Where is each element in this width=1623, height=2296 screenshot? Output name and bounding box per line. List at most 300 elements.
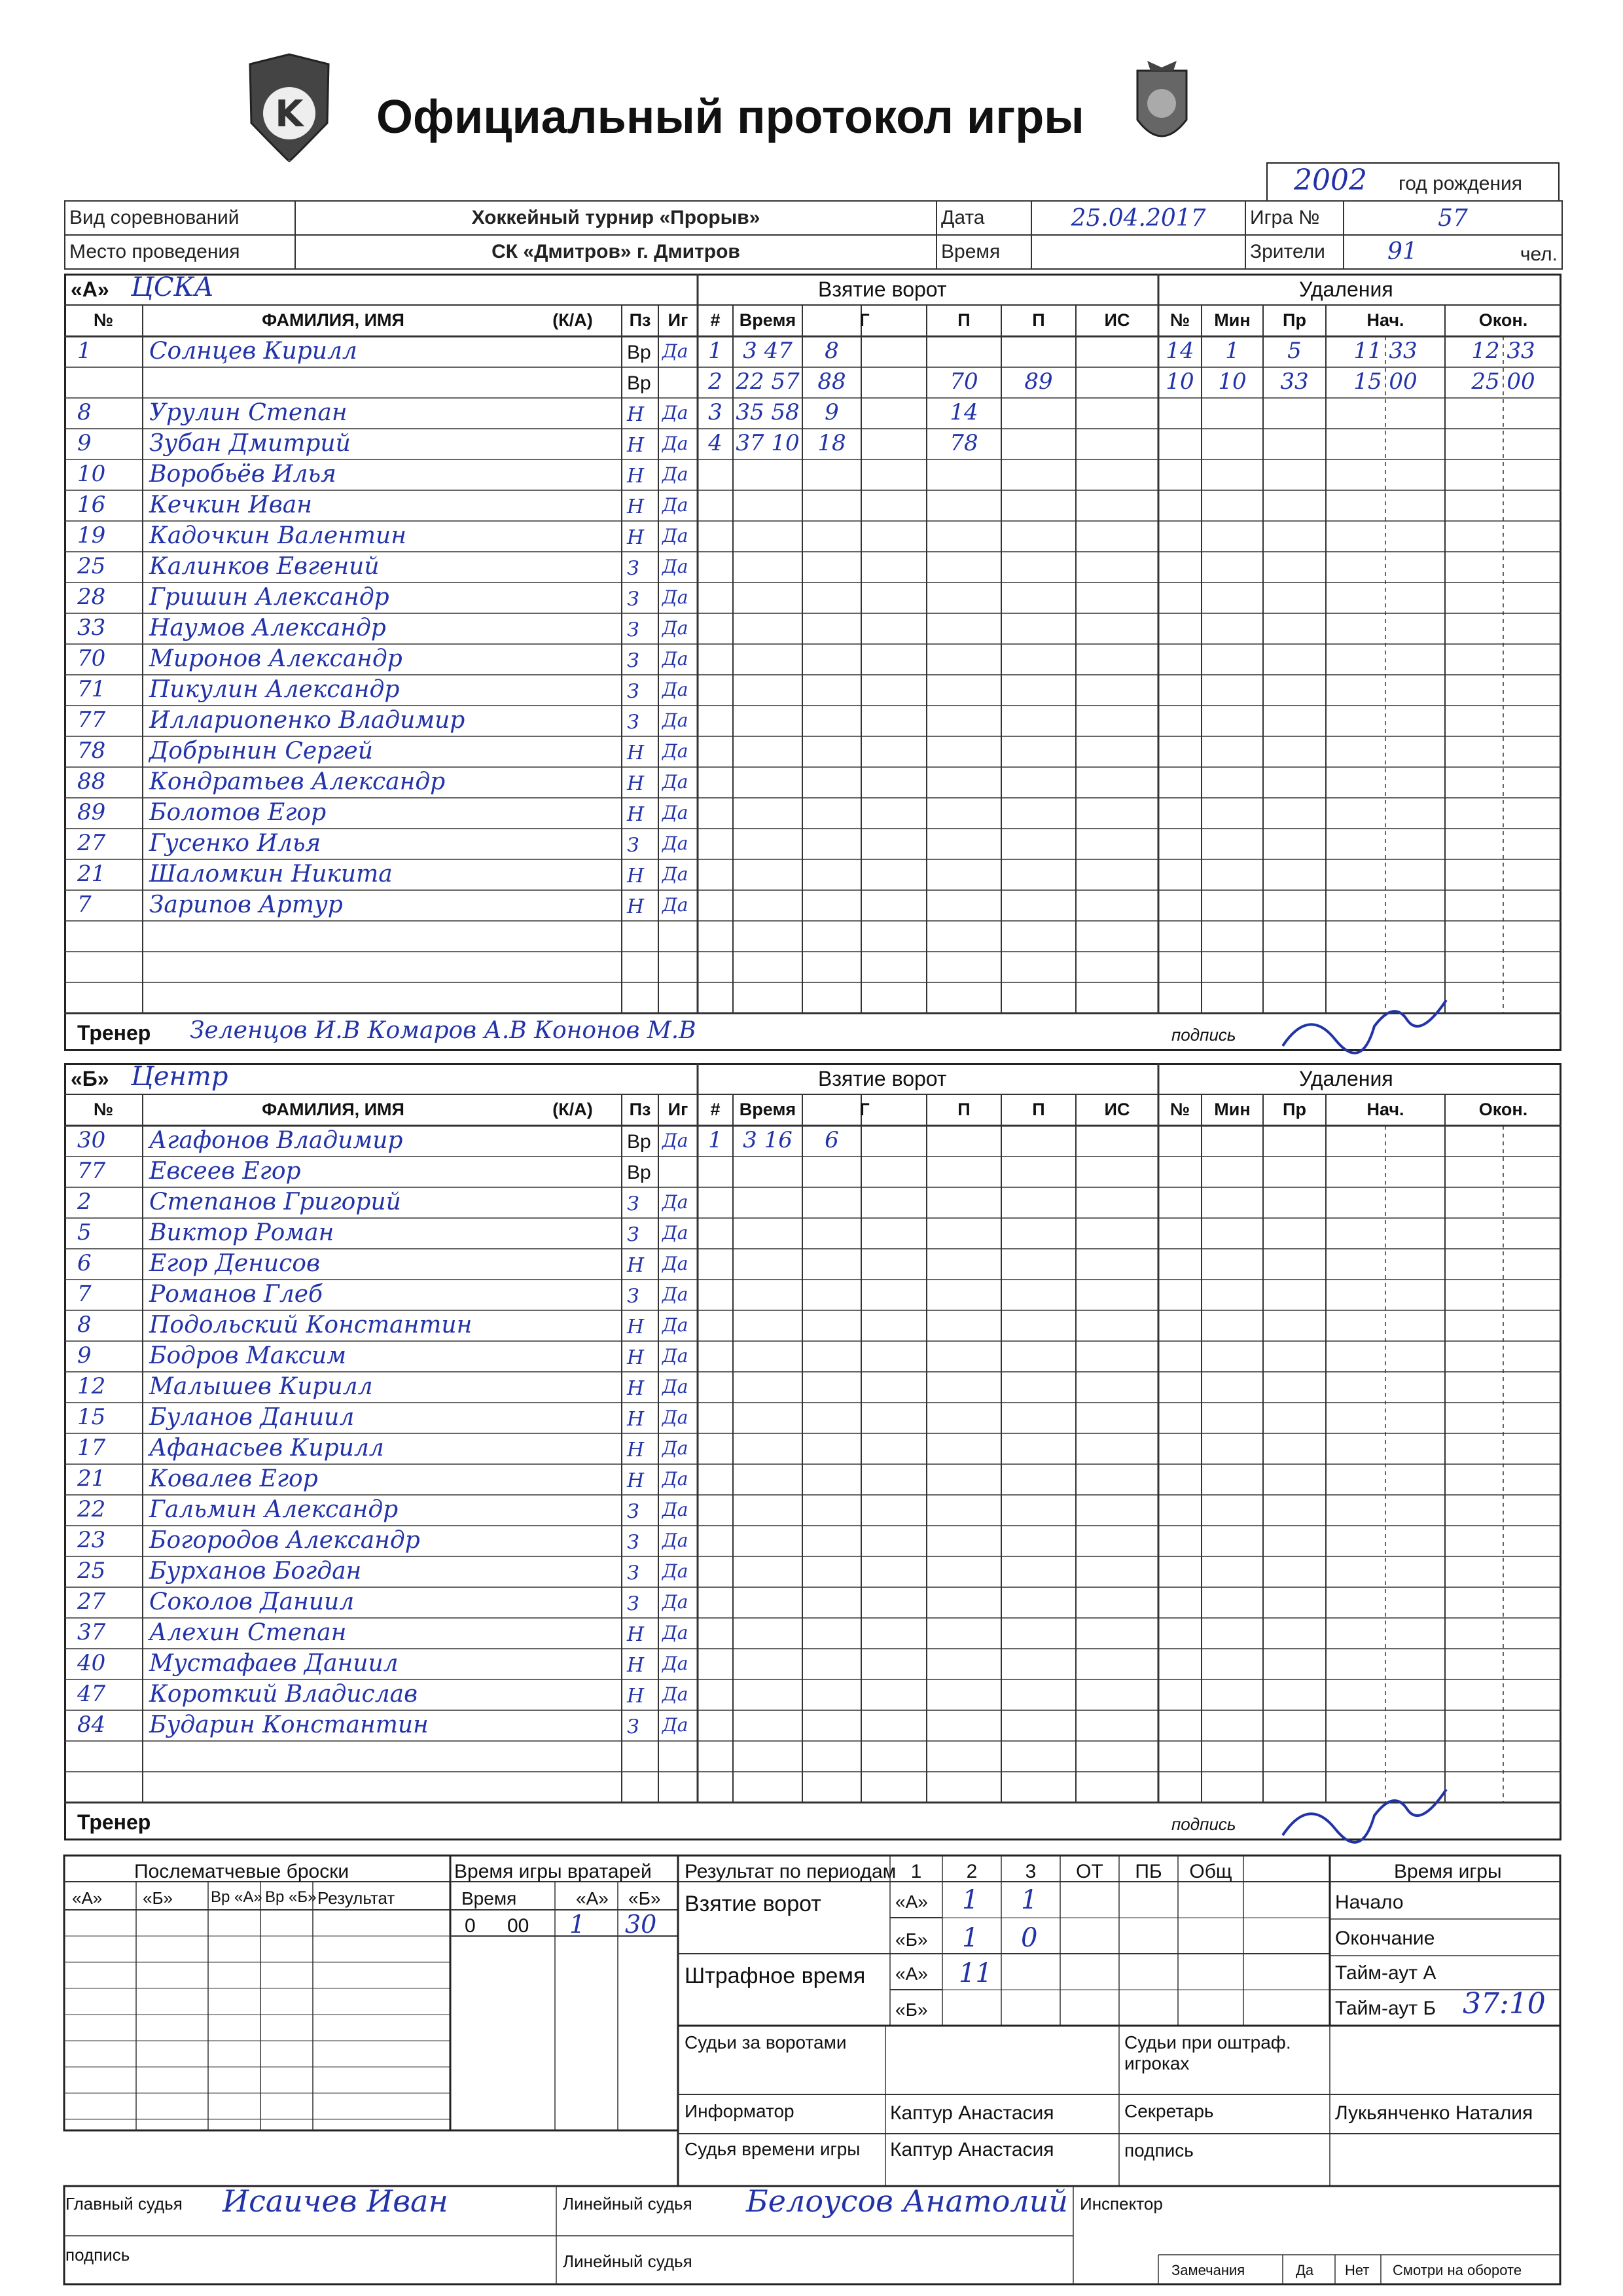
teamA-player-plays: Да (662, 433, 688, 454)
teamB-player-name: Малышев Кирилл (149, 1373, 373, 1400)
teamA-player-plays: Да (662, 802, 688, 823)
teamB-player-num: 22 (77, 1496, 106, 1522)
teamB-player-pos: З (627, 1500, 639, 1523)
date-label: Дата (936, 201, 1031, 235)
line-ref2-label: Линейный судья (563, 2251, 692, 2271)
gk-row-b: 30 (625, 1910, 657, 1939)
spect-unit: чел. (1520, 243, 1558, 265)
teamA-goal-time: 37 10 (736, 430, 800, 456)
teamA-pen-min: 10 (1218, 368, 1247, 395)
teamB-player-name: Гальмин Александр (149, 1496, 399, 1523)
teamA-player-num: 33 (77, 615, 106, 641)
teamA-goal-num: 2 (708, 368, 722, 395)
teamA-player-num: 70 (77, 645, 106, 672)
teamB-player-num: 47 (77, 1681, 106, 1707)
teamB-player-name: Романов Глеб (149, 1281, 323, 1308)
teamA-player-plays: Да (662, 833, 688, 854)
teamA-player-pos: Н (627, 434, 645, 457)
teamA-player-pos: Н (627, 865, 645, 888)
pen-a-label: «А» (895, 1964, 928, 1984)
teamA-goal-time: 3 47 (743, 338, 793, 364)
teamB-player-pos: Вр (627, 1162, 651, 1183)
teamB-col-pz: Пз (629, 1100, 651, 1119)
teamB-player-pos: Н (627, 1469, 645, 1492)
teamA-goal-time: 35 58 (736, 399, 800, 425)
teamA-player-plays: Да (662, 463, 688, 485)
teamA-player-num: 88 (77, 768, 106, 795)
teamB-player-name: Ковалев Егор (149, 1465, 318, 1492)
teamA-player-name: Болотов Егор (149, 799, 327, 826)
teamA-pen-min: 1 (1225, 338, 1240, 364)
teamB-player-num: 40 (77, 1650, 106, 1676)
teamB-player-plays: Да (662, 1468, 688, 1490)
gk-title: Время игры вратарей (454, 1861, 652, 1882)
teamB-player-name: Подольский Константин (149, 1312, 473, 1338)
teamB-name: Центр (131, 1062, 228, 1092)
teamB-player-pos: Н (627, 1408, 645, 1431)
teamB-player-pos: З (627, 1531, 639, 1554)
spect-label: Зрители (1245, 235, 1344, 269)
teamA-coach-name: Зеленцов И.В Комаров А.В Кононов М.В (190, 1017, 696, 1044)
secretary-name: Лукьянченко Наталия (1335, 2102, 1533, 2124)
teamA-player-pos: З (627, 588, 639, 611)
teamA-player-pos: З (627, 557, 639, 580)
teamA-col-p_min: Мин (1214, 310, 1251, 330)
teamA-player-pos: Н (627, 895, 645, 918)
teamA-tag: «А» (71, 278, 109, 301)
teamB-col-num: № (93, 1100, 114, 1119)
teamB-player-num: 84 (77, 1712, 106, 1738)
inspector-label: Инспектор (1080, 2194, 1163, 2214)
teamA-pen-num: 10 (1166, 368, 1194, 395)
teamB-player-num: 12 (77, 1373, 106, 1399)
teamA-goal-time: 22 57 (736, 368, 800, 395)
teamA-player-plays: Да (662, 863, 688, 885)
teamA-sign-label: подпись (1171, 1025, 1236, 1045)
teamA-player-plays: Да (662, 586, 688, 608)
teamB-player-plays: Да (662, 1191, 688, 1213)
teamA-pen-title: Удаления (1299, 278, 1393, 301)
teamA-col-name: ФАМИЛИЯ, ИМЯ (262, 310, 404, 330)
teamB-player-num: 9 (77, 1342, 92, 1369)
teamA-col-g_hash: # (710, 310, 721, 330)
teamA-player-name: Гришин Александр (149, 584, 389, 611)
teamB-player-num: 30 (77, 1127, 106, 1153)
so-b: «Б» (143, 1888, 173, 1908)
teamB-player-plays: Да (662, 1437, 688, 1459)
teamA-player-plays: Да (662, 679, 688, 700)
teamA-goal-num: 1 (708, 338, 722, 364)
gk-a: «А» (576, 1888, 609, 1909)
teamA-col-g_p2: П (1032, 310, 1045, 330)
so-a: «А» (72, 1888, 103, 1908)
teamA-player-num: 89 (77, 799, 106, 825)
teamB-player-pos: Н (627, 1623, 645, 1646)
teamA-player-pos: Вр (627, 342, 651, 363)
teamB-player-num: 6 (77, 1250, 92, 1276)
teamA-goal-assist1: 70 (950, 368, 978, 395)
teamA-player-name: Миронов Александр (149, 645, 402, 672)
judges-pen-label: Судьи при оштраф. игроках (1124, 2032, 1291, 2073)
teamB-player-plays: Да (662, 1222, 688, 1244)
teamA-player-name: Добрынин Сергей (149, 738, 373, 764)
teamB-goal-num: 1 (708, 1127, 722, 1153)
teamA-player-name: Калинков Евгений (149, 553, 380, 580)
period-5: Общ (1189, 1861, 1232, 1882)
gk-row-sec: 00 (507, 1915, 529, 1937)
informer-label: Информатор (685, 2101, 794, 2121)
goals-b-p2: 0 (1021, 1923, 1038, 1953)
informer-name: Каптур Анастасия (890, 2102, 1054, 2124)
teamB-player-num: 5 (77, 1219, 92, 1246)
teamA-player-num: 71 (77, 676, 106, 702)
teamB-player-plays: Да (662, 1283, 688, 1305)
remarks-see: Смотри на обороте (1393, 2262, 1522, 2278)
comp-value: Хоккейный турнир «Прорыв» (295, 201, 936, 235)
teamB-player-name: Афанасьев Кирилл (149, 1435, 384, 1462)
teamA-player-plays: Да (662, 617, 688, 639)
teamB-col-g_is: ИС (1104, 1100, 1130, 1119)
teamA-goal-scorer: 88 (817, 368, 846, 395)
teamB-player-name: Бурханов Богдан (149, 1558, 362, 1585)
goals-a-p1: 1 (962, 1885, 979, 1915)
main-ref-label: Главный судья (65, 2194, 183, 2214)
teamA-player-name: Гусенко Илья (149, 830, 321, 857)
teamB-col-g_hash: # (710, 1100, 721, 1119)
teamB-player-plays: Да (662, 1622, 688, 1643)
teamB-player-plays: Да (662, 1314, 688, 1336)
teamA-pen-reason: 33 (1280, 368, 1309, 395)
teamA-player-pos: З (627, 680, 639, 703)
teamB-player-pos: З (627, 1715, 639, 1738)
timekeeper-label: Судья времени игры (685, 2139, 861, 2159)
teamB-player-pos: З (627, 1592, 639, 1615)
teamB-pen-title: Удаления (1299, 1067, 1393, 1090)
teamA-player-plays: Да (662, 771, 688, 793)
teamA-player-name: Солнцев Кирилл (149, 338, 357, 365)
teamB-player-plays: Да (662, 1560, 688, 1582)
teamB-player-pos: Н (627, 1685, 645, 1708)
game-value: 57 (1344, 201, 1562, 235)
teamB-player-plays: Да (662, 1653, 688, 1674)
teamA-player-name: Шаломкин Никита (149, 861, 393, 888)
teamB-player-name: Богородов Александр (149, 1527, 420, 1554)
shootout-title: Послематчевые броски (134, 1861, 349, 1882)
teamB-player-pos: Н (627, 1254, 645, 1277)
teamA-player-num: 25 (77, 553, 106, 579)
teamB-player-pos: З (627, 1285, 639, 1308)
teamB-player-num: 2 (77, 1189, 92, 1215)
teamB-player-plays: Да (662, 1714, 688, 1736)
teamA-player-plays: Да (662, 340, 688, 362)
teamB-col-name: ФАМИЛИЯ, ИМЯ (262, 1100, 404, 1119)
secretary-label: Секретарь (1124, 2101, 1214, 2121)
timeout-b-label: Тайм-аут Б (1335, 1998, 1436, 2019)
teamA-player-num: 8 (77, 399, 92, 425)
teamA-player-plays: Да (662, 525, 688, 547)
teamB-player-num: 8 (77, 1312, 92, 1338)
comp-label: Вид соревнований (65, 201, 295, 235)
teamA-col-ka: (К/А) (552, 310, 593, 330)
teamA-pen-start: 11 33 (1353, 338, 1418, 364)
teamA-player-num: 19 (77, 522, 106, 548)
teamA-player-pos: З (627, 619, 639, 641)
pen-b-label: «Б» (895, 2000, 928, 2020)
gametime-title: Время игры (1394, 1861, 1502, 1882)
teamA-player-name: Зубан Дмитрий (149, 430, 351, 457)
teamB-player-plays: Да (662, 1253, 688, 1274)
teamB-col-g_p2: П (1032, 1100, 1045, 1119)
teamB-player-num: 77 (77, 1158, 106, 1184)
teamB-col-g_time: Время (739, 1100, 796, 1119)
teamB-player-plays: Да (662, 1345, 688, 1367)
place-label: Место проведения (65, 235, 295, 269)
so-vra: Вр «А» (211, 1888, 262, 1906)
line-ref-label: Линейный судья (563, 2194, 692, 2214)
teamA-goal-scorer: 9 (825, 399, 839, 425)
teamB-col-ig: Иг (668, 1100, 688, 1119)
teamB-player-pos: Н (627, 1439, 645, 1462)
teamB-player-num: 21 (77, 1465, 106, 1492)
teamB-player-name: Агафонов Владимир (149, 1127, 403, 1154)
spect-value: 91 (1387, 238, 1418, 265)
teamB-player-pos: Вр (627, 1131, 651, 1153)
teamA-player-name: Кечкин Иван (149, 492, 312, 518)
period-2: 3 (1025, 1861, 1037, 1882)
teamA-player-pos: Н (627, 772, 645, 795)
start-label: Начало (1335, 1892, 1404, 1913)
pen-a-p1: 11 (959, 1958, 992, 1988)
teamA-player-plays: Да (662, 494, 688, 516)
teamA-player-plays: Да (662, 648, 688, 670)
teamA-goal-scorer: 8 (825, 338, 839, 364)
teamB-col-g_p1: П (957, 1100, 971, 1119)
teamA-player-pos: Н (627, 495, 645, 518)
teamA-player-plays: Да (662, 402, 688, 423)
goals-b-p1: 1 (962, 1923, 979, 1953)
teamB-player-name: Евсеев Егор (149, 1158, 301, 1185)
timekeeper-name: Каптур Анастасия (890, 2139, 1054, 2161)
teamB-player-name: Виктор Роман (149, 1219, 334, 1246)
game-label: Игра № (1245, 201, 1344, 235)
teamA-player-num: 28 (77, 584, 106, 610)
teamA-pen-end: 25 00 (1471, 368, 1535, 395)
teamB-col-p_end: Окон. (1478, 1100, 1528, 1119)
teamB-player-name: Бударин Константин (149, 1712, 429, 1738)
teamB-player-num: 25 (77, 1558, 106, 1584)
teamA-player-pos: Н (627, 742, 645, 764)
gk-b: «Б» (628, 1888, 661, 1909)
teamA-player-pos: З (627, 834, 639, 857)
official-sign-label: подпись (1124, 2140, 1194, 2161)
teamA-goal-assist2: 89 (1024, 368, 1053, 395)
teamA-player-pos: З (627, 711, 639, 734)
birth-year-value: 2002 (1294, 164, 1367, 197)
teamA-player-name: Иллариопенко Владимир (149, 707, 465, 734)
teamA-goal-num: 3 (708, 399, 722, 425)
goals-b-label: «Б» (895, 1929, 928, 1950)
teamA-player-pos: Вр (627, 372, 651, 394)
teamB-player-plays: Да (662, 1130, 688, 1151)
goals-a-p2: 1 (1021, 1885, 1038, 1915)
teamB-col-g_g: Г (859, 1100, 870, 1119)
teamB-player-pos: Н (627, 1654, 645, 1677)
teamA-player-name: Пикулин Александр (149, 676, 400, 703)
teamA-name: ЦСКА (131, 272, 214, 302)
teamB-player-name: Мустафаев Даниил (149, 1650, 399, 1677)
teamA-player-name: Кондратьев Александр (149, 768, 446, 795)
teamB-player-name: Короткий Владислав (149, 1681, 418, 1708)
teamA-player-num: 77 (77, 707, 106, 733)
teamB-player-pos: Н (627, 1377, 645, 1400)
teamA-player-name: Наумов Александр (149, 615, 386, 641)
teamB-goal-time: 3 16 (743, 1127, 793, 1153)
teamB-col-p_num: № (1169, 1100, 1190, 1119)
teamA-player-num: 1 (77, 338, 92, 364)
teamB-player-pos: Н (627, 1316, 645, 1338)
teamB-goals-title: Взятие ворот (818, 1067, 947, 1090)
teamB-player-name: Бодров Максим (149, 1342, 347, 1369)
svg-text:K: K (275, 93, 304, 135)
teamA-player-plays: Да (662, 740, 688, 762)
page-title: Официальный протокол игры (376, 91, 1084, 143)
teamB-player-plays: Да (662, 1407, 688, 1428)
so-result: Результат (317, 1888, 395, 1908)
teamA-player-plays: Да (662, 556, 688, 577)
main-ref-sign: подпись (65, 2245, 130, 2265)
teamA-col-p_pr: Пр (1283, 310, 1306, 330)
teamB-col-p_start: Нач. (1366, 1100, 1404, 1119)
teamA-player-num: 27 (77, 830, 106, 856)
teamA-coach-label: Тренер (77, 1021, 151, 1045)
teamA-pen-num: 14 (1166, 338, 1194, 364)
teamB-player-plays: Да (662, 1683, 688, 1705)
timeout-a-label: Тайм-аут А (1335, 1962, 1436, 1984)
remarks-no: Нет (1345, 2262, 1370, 2278)
teamB-tag: «Б» (71, 1067, 109, 1090)
teamB-player-num: 37 (77, 1619, 106, 1645)
teamA-goals-title: Взятие ворот (818, 278, 947, 301)
teamA-player-name: Урулин Степан (149, 399, 348, 426)
place-value: СК «Дмитров» г. Дмитров (295, 235, 936, 269)
teamA-player-name: Зарипов Артур (149, 891, 343, 918)
teamA-col-g_time: Время (739, 310, 796, 330)
teamB-player-pos: З (627, 1562, 639, 1585)
end-label: Окончание (1335, 1928, 1435, 1949)
teamA-goal-scorer: 18 (817, 430, 846, 456)
teamA-pen-end: 12 33 (1471, 338, 1535, 364)
teamA-col-num: № (93, 310, 114, 330)
teamA-player-num: 21 (77, 861, 106, 887)
teamA-col-g_g: Г (859, 310, 870, 330)
teamA-col-g_is: ИС (1104, 310, 1130, 330)
teamA-player-pos: Н (627, 465, 645, 488)
remarks-yes: Да (1296, 2262, 1314, 2278)
teamB-player-plays: Да (662, 1376, 688, 1397)
teamB-goal-scorer: 6 (825, 1127, 839, 1153)
date-value: 25.04.2017 (1031, 201, 1245, 235)
teamB-col-ka: (К/А) (552, 1100, 593, 1119)
period-4: ПБ (1135, 1861, 1162, 1882)
teamB-player-plays: Да (662, 1499, 688, 1520)
line-ref-name: Белоусов Анатолий (746, 2183, 1068, 2219)
teamB-sign-label: подпись (1171, 1814, 1236, 1834)
teamB-col-p_pr: Пр (1283, 1100, 1306, 1119)
period-0: 1 (910, 1861, 922, 1882)
teamA-player-num: 10 (77, 461, 106, 487)
teamA-col-ig: Иг (668, 310, 688, 330)
teamB-player-plays: Да (662, 1591, 688, 1613)
teamA-col-pz: Пз (629, 310, 651, 330)
teamA-player-name: Кадочкин Валентин (149, 522, 406, 549)
timeout-b-value: 37:10 (1463, 1987, 1546, 2020)
teamB-player-pos: З (627, 1193, 639, 1215)
gk-row-min: 0 (465, 1915, 476, 1937)
teamB-player-pos: Н (627, 1346, 645, 1369)
goals-a-label: «А» (895, 1892, 928, 1912)
teamA-player-pos: Н (627, 526, 645, 549)
teamA-col-p_num: № (1169, 310, 1190, 330)
teamB-player-pos: З (627, 1223, 639, 1246)
teamB-player-num: 17 (77, 1435, 106, 1461)
gk-row-a: 1 (569, 1910, 586, 1939)
teamA-player-pos: Н (627, 803, 645, 826)
teamB-coach-label: Тренер (77, 1810, 151, 1834)
period-title: Результат по периодам (685, 1861, 897, 1882)
teamA-col-p_end: Окон. (1478, 310, 1528, 330)
teamA-col-g_p1: П (957, 310, 971, 330)
teamA-col-p_start: Нач. (1366, 310, 1404, 330)
teamA-player-plays: Да (662, 709, 688, 731)
teamB-col-p_min: Мин (1214, 1100, 1251, 1119)
teamB-player-name: Степанов Григорий (149, 1189, 401, 1215)
teamA-player-pos: З (627, 649, 639, 672)
goals-label: Взятие ворот (685, 1892, 821, 1916)
teamB-player-num: 23 (77, 1527, 106, 1553)
birth-year-label: год рождения (1399, 173, 1523, 194)
time-label: Время (936, 235, 1031, 269)
pen-label: Штрафное время (685, 1964, 866, 1988)
teamA-player-num: 16 (77, 492, 106, 518)
teamA-pen-start: 15 00 (1353, 368, 1418, 395)
so-vrb: Вр «Б» (265, 1888, 317, 1906)
teamA-player-num: 9 (77, 430, 92, 456)
teamB-player-num: 27 (77, 1588, 106, 1615)
teamB-player-plays: Да (662, 1530, 688, 1551)
period-1: 2 (966, 1861, 978, 1882)
teamA-player-pos: Н (627, 403, 645, 426)
teamB-player-name: Буланов Даниил (149, 1404, 355, 1431)
teamA-goal-num: 4 (708, 430, 722, 456)
teamB-player-name: Егор Денисов (149, 1250, 320, 1277)
teamA-goal-assist1: 14 (950, 399, 978, 425)
main-ref-name: Исаичев Иван (223, 2183, 448, 2219)
teamA-goal-assist1: 78 (950, 430, 978, 456)
teamB-player-name: Алехин Степан (149, 1619, 347, 1646)
gk-time: Время (461, 1888, 517, 1909)
teamB-player-name: Соколов Даниил (149, 1588, 355, 1615)
teamA-player-num: 78 (77, 738, 106, 764)
teamA-player-name: Воробьёв Илья (149, 461, 336, 488)
teamA-pen-reason: 5 (1287, 338, 1302, 364)
judges-goal-label: Судьи за воротами (685, 2032, 847, 2053)
remarks-label: Замечания (1171, 2262, 1245, 2278)
period-3: ОТ (1076, 1861, 1103, 1882)
teamB-player-num: 7 (77, 1281, 92, 1307)
teamB-player-num: 15 (77, 1404, 106, 1430)
teamA-player-plays: Да (662, 894, 688, 916)
teamA-player-num: 7 (77, 891, 92, 918)
